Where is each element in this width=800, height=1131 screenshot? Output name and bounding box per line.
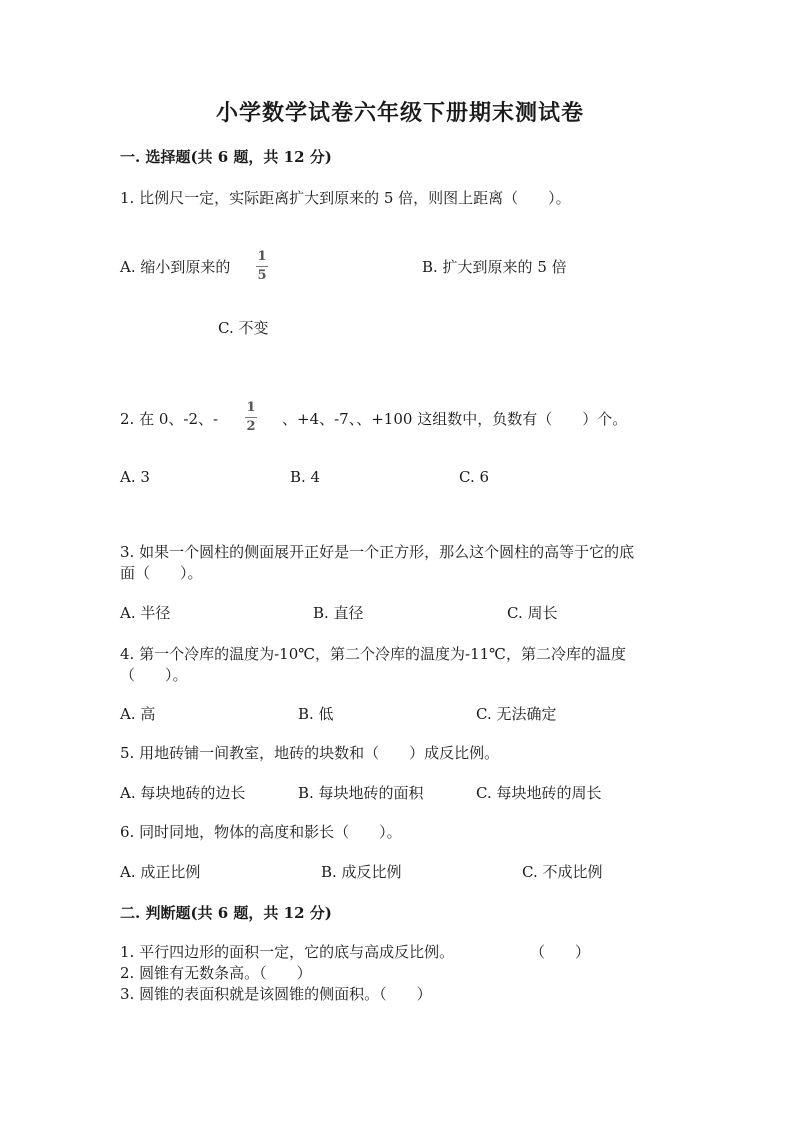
question-4-stem-line1: 4. 第一个冷库的温度为-10℃，第二个冷库的温度为-11℃，第二冷库的温度 (120, 645, 626, 663)
question-5-option-b: B. 每块地砖的面积 (298, 784, 424, 802)
fraction-bar (245, 417, 257, 418)
question-1-option-b: B. 扩大到原来的 5 倍 (422, 258, 567, 276)
question-2-stem-pre: 2. 在 0、-2、- (120, 410, 219, 428)
question-2-option-b: B. 4 (290, 468, 321, 486)
question-5-option-c: C. 每块地砖的周长 (476, 784, 602, 802)
question-6-option-a: A. 成正比例 (120, 863, 201, 881)
judgement-item-3: 3. 圆锥的表面积就是该圆锥的侧面积。（ ） (120, 985, 432, 1003)
judgement-item-2: 2. 圆锥有无数条高。（ ） (120, 964, 312, 982)
question-3-option-a: A. 半径 (120, 604, 171, 622)
fraction-numerator: 1 (246, 400, 256, 415)
judgement-item-1-blank: （ ） (530, 943, 591, 961)
question-1-stem: 1. 比例尺一定，实际距离扩大到原来的 5 倍，则图上距离（ ）。 (120, 189, 571, 207)
section-heading-judgement: 二. 判断题(共 6 题，共 12 分) (120, 904, 332, 922)
section-heading-choice: 一. 选择题(共 6 题，共 12 分) (120, 148, 332, 166)
question-2-stem-post: 、+4、-7、、+100 这组数中，负数有（ ）个。 (282, 410, 628, 428)
question-1-option-a-fraction (256, 250, 268, 283)
question-5-stem: 5. 用地砖铺一间教室，地砖的块数和（ ）成反比例。 (120, 744, 500, 762)
question-2-option-a: A. 3 (120, 468, 150, 486)
question-3-option-c: C. 周长 (507, 604, 558, 622)
judgement-item-1: 1. 平行四边形的面积一定，它的底与高成反比例。 (120, 943, 455, 961)
question-3-option-b: B. 直径 (313, 604, 364, 622)
question-3-stem-line2: 面（ ）。 (120, 564, 203, 582)
question-4-option-c: C. 无法确定 (476, 705, 557, 723)
question-4-option-a: A. 高 (120, 705, 156, 723)
fraction-numerator: 1 (257, 249, 267, 264)
question-4-option-b: B. 低 (298, 705, 334, 723)
fraction-bar (256, 266, 268, 267)
question-6-stem: 6. 同时同地，物体的高度和影长（ ）。 (120, 823, 402, 841)
page-title: 小学数学试卷六年级下册期末测试卷 (215, 100, 584, 126)
question-2-fraction (245, 401, 257, 434)
question-6-option-b: B. 成反比例 (321, 863, 402, 881)
question-1-option-c: C. 不变 (218, 319, 269, 337)
question-1-option-a: A. 缩小到原来的 (120, 258, 231, 276)
question-3-stem-line1: 3. 如果一个圆柱的侧面展开正好是一个正方形，那么这个圆柱的高等于它的底 (120, 543, 635, 561)
fraction-denominator: 5 (257, 268, 267, 283)
question-2-option-c: C. 6 (459, 468, 490, 486)
question-5-option-a: A. 每块地砖的边长 (120, 784, 246, 802)
fraction-denominator: 2 (246, 419, 256, 434)
question-4-stem-line2: （ ）。 (120, 666, 188, 684)
question-6-option-c: C. 不成比例 (522, 863, 603, 881)
